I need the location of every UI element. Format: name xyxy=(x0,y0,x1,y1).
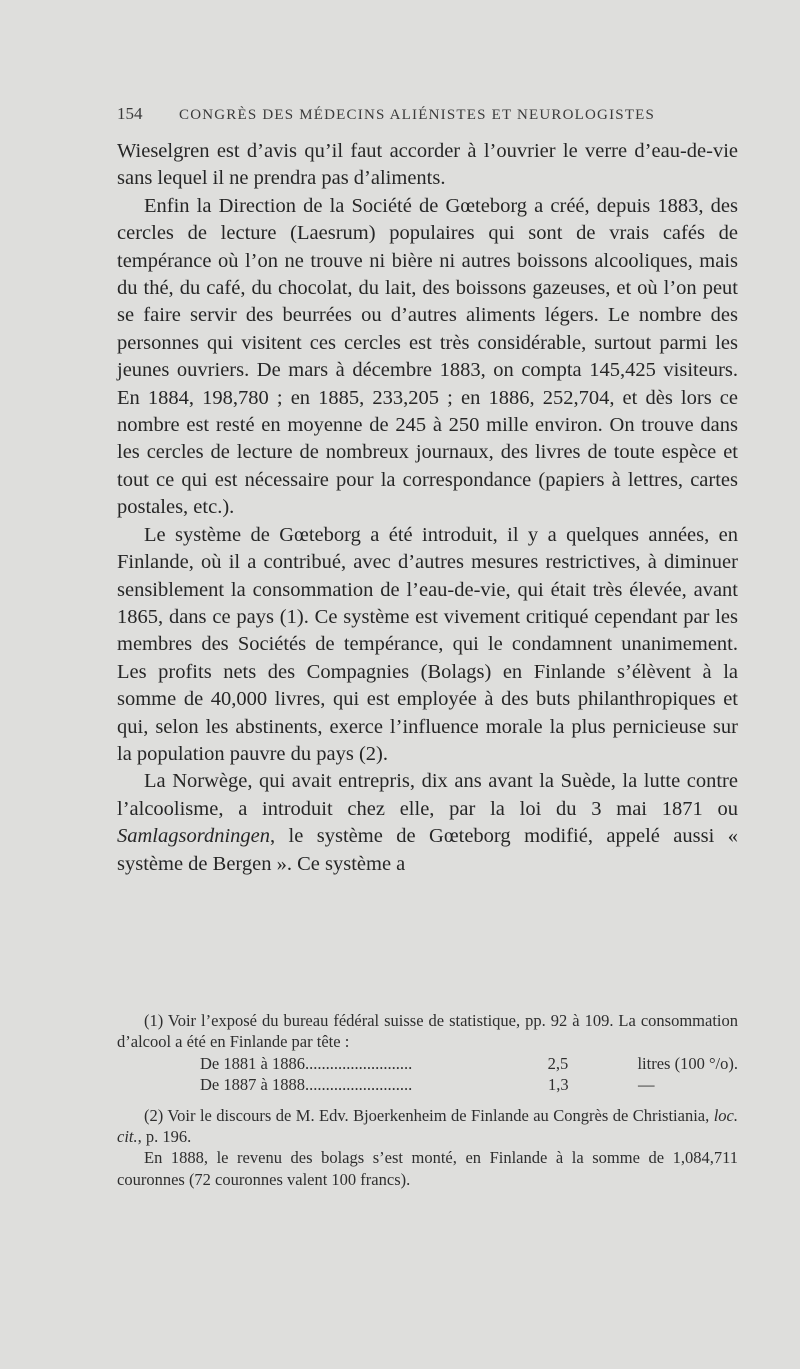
paragraph-4 xyxy=(117,768,738,878)
main-text xyxy=(117,138,738,878)
stat-period: De 1881 à 1886.......................... xyxy=(200,1053,413,1073)
italic-term: Samlagsordningen xyxy=(117,825,270,848)
stat-unit: litres (100 °/o). xyxy=(637,1053,738,1073)
footnote-2-italic: loc. cit. xyxy=(117,1105,738,1147)
paragraph-1: Wieselgren est d’avis qu’il faut accorder à l’ouvrier le verre d’eau-de-vie sans lequel il ne prendra pas d’aliments. xyxy=(117,140,738,190)
footnote-2-extra: En 1888, le revenu des bolags s’est monté, en Finlande à la somme de 1,084,711 couronnes (72 couronnes valent 100 francs). xyxy=(117,1148,738,1189)
paragraph-4-end: , le système de Gœteborg modifié, appelé aussi « système de Bergen ». Ce système a xyxy=(117,825,738,875)
footnote-2-end: , p. 196. xyxy=(137,1127,192,1147)
stat-row xyxy=(117,1053,738,1074)
paragraph-3: Le système de Gœteborg a été introduit, il y a quelques années, en Finlande, où il a contribué, avec d’autres mesures restrictives, à diminuer sensiblement la consommation de l’eau-de-vie, qui était très élevée, avant 1865, dans ce pays (1). Ce système est vivement critiqué cependant par les membres des Sociétés de tempérance, qui le condamnent unanimement. Les profits nets des Compagnies (Bolags) en Finlande s’élèvent à la somme de 40,000 livres, qui est employée à des buts philanthropiques et qui, selon les abstinents, exerce l’influence morale la plus pernicieuse sur la population pauvre du pays (2). xyxy=(117,523,738,765)
footnotes xyxy=(117,1010,738,1190)
paragraph-4-start: La Norwège, qui avait entrepris, dix ans avant la Suède, la lutte contre l’alcoolisme, a introduit chez elle, par la loi du 3 mai 1871 ou xyxy=(117,770,738,820)
running-title: CONGRÈS DES MÉDECINS ALIÉNISTES ET NEUROLOGISTES xyxy=(179,107,656,123)
stat-row xyxy=(117,1074,738,1095)
footnote-1: (1) Voir l’exposé du bureau fédéral suisse de statistique, pp. 92 à 109. La consommation d’alcool a été en Finlande par tête : xyxy=(117,1011,738,1052)
stat-value: 1,3 xyxy=(548,1075,569,1095)
footnote-2 xyxy=(117,1105,738,1148)
paragraph-2: Enfin la Direction de la Société de Gœteborg a créé, depuis 1883, des cercles de lecture (Laesrum) populaires qui sont de vrais cafés de tempérance où l’on ne trouve ni bière ni autres boissons alcooliques, mais du thé, du café, du chocolat, du lait, des boissons gazeuses, et où l’on peut se faire servir des beurrées ou d’autres aliments légers. Le nombre des personnes qui visitent ces cercles est très considérable, surtout parmi les jeunes ouvriers. De mars à décembre 1883, on compta 145,425 visiteurs. En 1884, 198,780 ; en 1885, 233,205 ; en 1886, 252,704, et dès lors ce nombre est resté en moyenne de 245 à 250 mille environ. On trouve dans les cercles de lecture de nombreux journaux, des livres de toute espèce et tout ce qui est nécessaire pour la correspondance (papiers à lettres, cartes postales, etc.). xyxy=(117,194,738,519)
stat-value: 2,5 xyxy=(547,1053,569,1073)
page-number: 154 xyxy=(117,104,143,123)
running-header xyxy=(117,104,737,124)
stat-unit: — xyxy=(638,1075,655,1095)
footnote-2-start: (2) Voir le discours de M. Edv. Bjoerkenheim de Finlande au Congrès de Christiania, xyxy=(144,1105,714,1125)
stat-period: De 1887 à 1888.......................... xyxy=(200,1075,413,1095)
